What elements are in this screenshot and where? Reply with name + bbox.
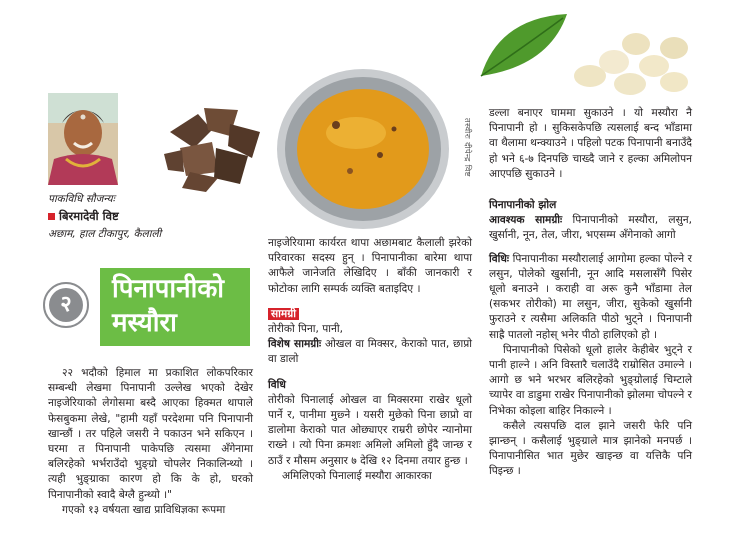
special-ingredients <box>268 337 472 367</box>
method-paragraph-1: तोरीको पिनालाई ओखल वा मिक्सरमा राखेर धूलो पार्ने र, पानीमा मुछ्ने । यसरी मुछेको पिना छाप्रो वा डालोमा केराको पात ओछ्याएर राम्ररी छोपेर न्यानोमा राख्ने । त्यो पिना क्रमशः अमिलो अमिलो हुँदै जान्छ र ठाउँ र मौसम अनुसार ७ देखि १२ दिनमा तयार हुन्छ । <box>268 393 472 467</box>
garlic-image <box>570 26 692 102</box>
credit-name-text: बिरमादेवी विष्ट <box>59 209 119 223</box>
method-paragraph-2: अमिलिएको पिनालाई मस्यौरा आकारका <box>282 469 432 482</box>
article-title <box>100 268 250 346</box>
drying-paragraph: डल्ला बनाएर घाममा सुकाउने । यो मस्यौरा नै पिनापानी हो । सुकिसकेपछि त्यसलाई बन्द भाँडामा वा थैलामा थन्क्याउने । पहिलो पटक पिनापानी बनाउँदै हो भने ६-७ दिनपछि चाख्दै जाने र हल्का अमिलोपन आएपछि सुकाउने । <box>489 107 693 180</box>
ingredients-heading: सामग्री <box>268 308 299 320</box>
soup-method-2: पिनापानीको पिसेको धूलो हालेर केहीबेर भुट्ने र पानी हाल्ने । अनि विस्तारै चलाउँदै राम्रोसित उमाल्ने । आगो छ भने भरभर बलिरहेको भुङ्ग्रोलाई चिम्टाले च्यापेर वा डाडुमा राखेर पिनापानीको झोलमा चोपल्ने र निभेका कोइला बाहिर निकाल्ने । <box>489 343 692 417</box>
soup-method-text: पिनापानीका मस्यौरालाई आगोमा हल्का पोल्ने र लसुन, पोलेको खुर्सानी, नून आदि मसलासँगै पिसेर धूलो बनाउने । कराही वा अरू कुनै भाँडामा तेल (सकभर तोरीको) मा लसुन, जीरा, सुकेको खुर्सानी फुराउने र त्यसैमा अलिकति पीठो भुट्ने । पिनापानी साह्रै पातलो नहोस् भनेर पीठो हालिएको हो । <box>489 252 693 341</box>
soup-method-3: कसैले त्यसपछि दाल झाने जसरी फेरि पनि झान्छन् । कसैलाई भुङ्ग्राले मात्र झानेको मनपर्छ । पिनापानीसित भात मुछेर खाइन्छ वा यत्तिकै पनि पिइन्छ । <box>489 419 692 478</box>
article-title-line2: मस्यौरा <box>112 308 177 338</box>
credit-name <box>48 209 248 224</box>
pina-image <box>160 102 268 194</box>
intro-continued: नाइजेरियामा कार्यरत थापा अछामबाट कैलाली झरेको परिवारका सदस्य हुन् । पिनापानीका बारेमा थापा आफैले जानेजति लेखिदिए । बाँकी जानकारी र फोटोका लागि सम्पर्क व्यक्ति बताइदिए । <box>268 237 472 295</box>
ingredients-text: तोरीको पिना, पानी, <box>268 323 343 336</box>
column-1 <box>48 366 253 518</box>
article-title-line1: पिनापानीको <box>112 274 225 304</box>
soup-heading: पिनापानीको झोल <box>489 199 557 212</box>
portrait-photo <box>48 93 118 185</box>
recipe-credit <box>48 192 248 241</box>
credit-label: पाकविधि सौजन्यः <box>48 193 115 205</box>
soup-ingredients <box>489 213 692 243</box>
article-number-badge: २ <box>49 288 83 322</box>
credit-place: अछाम, हाल टीकापुर, कैलाली <box>48 228 162 240</box>
leaf-image <box>477 12 569 82</box>
needed-text: पिनापानीको मस्यौरा, लसुन, खुर्सानी, नून, तेल, जीरा, भएसम्म अँगेनाको आगो <box>489 214 692 242</box>
red-square-icon <box>48 213 55 220</box>
column-2 <box>268 236 472 484</box>
soup-method-label: विधिः <box>489 252 510 265</box>
intro-paragraph-2: गएको १३ वर्षयता खाद्य प्राविधिज्ञका रूपमा <box>62 503 226 516</box>
intro-paragraph: २२ भदौको हिमाल मा प्रकाशित लोकपरिकार सम्बन्धी लेखमा पिनापानी उल्लेख भएको देखेर नाइजेरियाको लेगोसमा बस्दै आएका हिक्मत थापाले फेसबुकमा लेखे, "हामी यहाँ परदेशमा पनि पिनापानी खान्छौं । तर पहिले जसरी ने पकाउन भने सकिएन । घरमा त पिनापानी पाकेपछि त्यसमा अँगेनामा बलिरहेको भर्भराउँदो भुङ्ग्रो चोपलेर निकालिन्थ्यो । त्यही भुङ्ग्राका कारण हो कि के हो, घरको पिनापानीको स्वादै बेग्लै हुन्थ्यो ।" <box>48 367 253 501</box>
soup-method-1 <box>489 252 692 343</box>
needed-label: आवश्यक सामग्रीः <box>489 214 563 227</box>
special-label: विशेष सामग्रीः <box>268 338 322 351</box>
photo-credit: तस्वीरः दीपेन्द्र विष्ट <box>463 118 472 177</box>
soup-bowl-image <box>276 63 450 231</box>
column-3 <box>489 106 692 480</box>
method-heading: विधि <box>268 378 286 391</box>
special-text: ओखल वा मिक्सर, केराको पात, छाप्रो वा डालो <box>268 338 472 366</box>
